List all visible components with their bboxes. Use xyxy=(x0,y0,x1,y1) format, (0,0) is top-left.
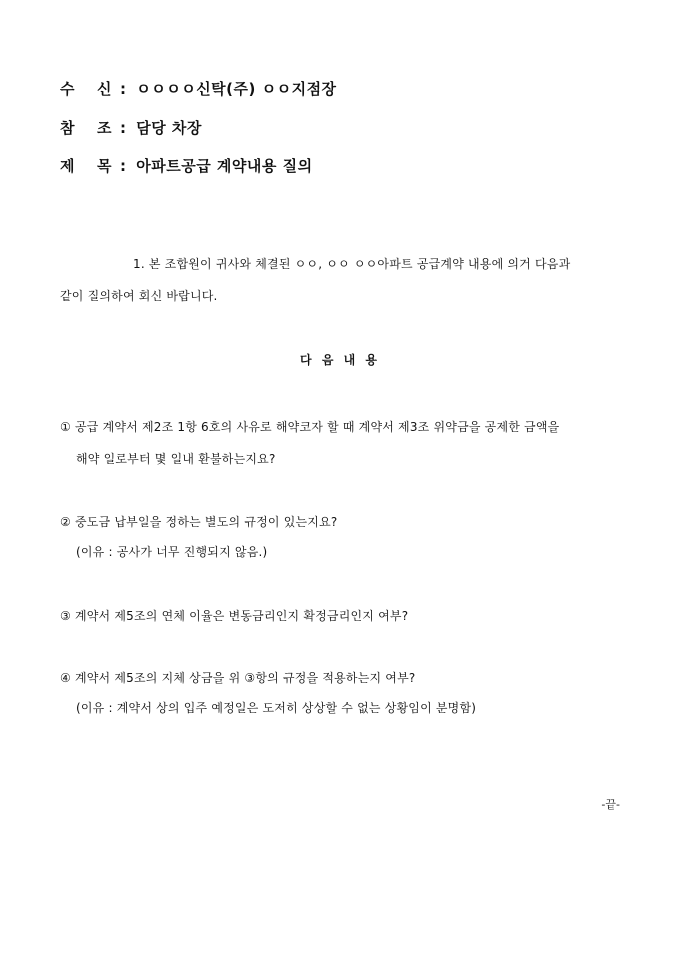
item-3-line-1: ③ 계약서 제5조의 연체 이율은 변동금리인지 확정금리인지 여부? xyxy=(60,609,409,623)
intro-line-1: 1. 본 조합원이 귀사와 체결된 ㅇㅇ, ㅇㅇ ㅇㅇ아파트 공급계약 내용에 의거 다음과 xyxy=(133,257,571,271)
recipient-colon: : xyxy=(120,80,127,98)
subject-line xyxy=(60,155,313,176)
recipient-label xyxy=(60,78,120,99)
end-mark: -끝- xyxy=(601,798,620,811)
subject-label-b: 목 xyxy=(97,157,112,175)
item-1-line-1: ① 공급 계약서 제2조 1항 6호의 사유로 해약코자 할 때 계약서 제3조 위약금을 공제한 금액을 xyxy=(60,420,560,434)
reference-label-a: 참 xyxy=(60,119,75,137)
item-1-line-2: 해약 일로부터 몇 일내 환불하는지요? xyxy=(76,452,276,466)
subject-label xyxy=(60,155,120,176)
recipient-label-a: 수 xyxy=(60,80,75,98)
recipient-line xyxy=(60,78,337,99)
item-2-line-2: (이유 : 공사가 너무 진행되지 않음.) xyxy=(76,545,268,559)
subject-colon: : xyxy=(120,157,127,175)
item-4-line-1: ④ 계약서 제5조의 지체 상금을 위 ③항의 규정을 적용하는지 여부? xyxy=(60,671,416,685)
subject-value: 아파트공급 계약내용 질의 xyxy=(136,157,313,175)
reference-colon: : xyxy=(120,119,127,137)
recipient-label-b: 신 xyxy=(97,80,112,98)
reference-label-b: 조 xyxy=(97,119,112,137)
item-2-line-1: ② 중도금 납부일을 정하는 별도의 규정이 있는지요? xyxy=(60,515,338,529)
recipient-value: ㅇㅇㅇㅇ신탁(주) ㅇㅇ지점장 xyxy=(136,80,337,98)
intro-line-2: 같이 질의하여 회신 바랍니다. xyxy=(60,289,218,303)
item-4-line-2: (이유 : 계약서 상의 입주 예정일은 도저히 상상할 수 없는 상황임이 분명함) xyxy=(76,701,477,715)
reference-value: 담당 차장 xyxy=(136,119,202,137)
section-title: 다 음 내 용 xyxy=(300,353,380,367)
reference-label xyxy=(60,117,120,138)
subject-label-a: 제 xyxy=(60,157,75,175)
reference-line xyxy=(60,117,202,138)
